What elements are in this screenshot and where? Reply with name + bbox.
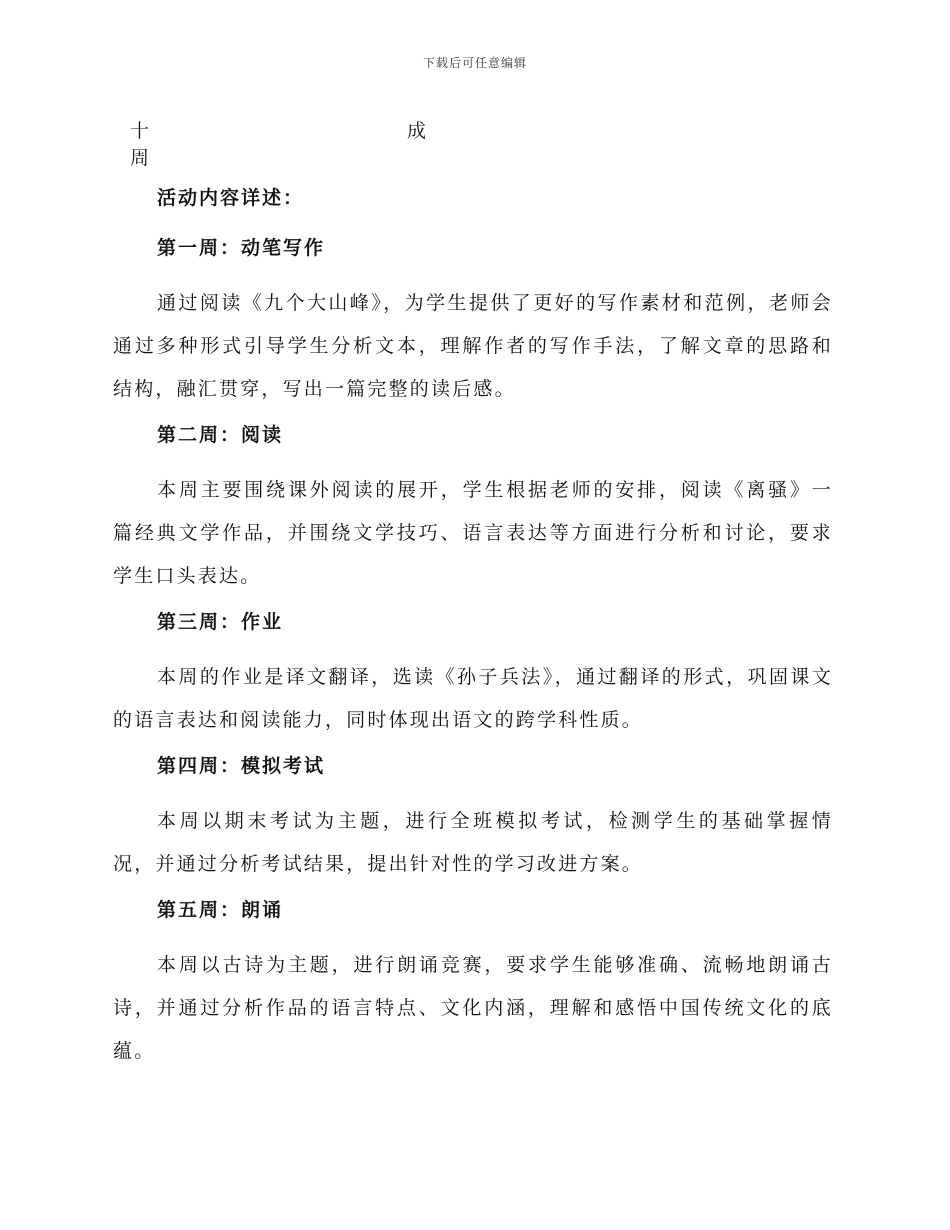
week-1-title: 第一周：动笔写作	[157, 237, 326, 259]
week-4-title: 第四周：模拟考试	[157, 755, 326, 777]
table-fragment	[0, 118, 950, 174]
table-cell-week: 十周	[130, 120, 150, 169]
week-3-body: 本周的作业是译文翻译，选读《孙子兵法》，通过翻译的形式，巩固课文的语言表达和阅读能力，同时体现出语文的跨学科性质。	[113, 666, 833, 731]
document-body	[113, 182, 833, 1081]
week-5-title: 第五周：朗诵	[157, 899, 284, 921]
week-3-title: 第三周：作业	[157, 611, 284, 633]
table-cell-status: 成	[407, 120, 427, 142]
week-2-body: 本周主要围绕课外阅读的展开，学生根据老师的安排，阅读《离骚》一篇经典文学作品，并围绕文学技巧、语言表达等方面进行分析和讨论，要求学生口头表达。	[113, 479, 833, 587]
week-4-body: 本周以期末考试为主题，进行全班模拟考试，检测学生的基础掌握情况，并通过分析考试结果，提出针对性的学习改进方案。	[113, 810, 833, 875]
week-2-title: 第二周：阅读	[157, 424, 284, 446]
week-5-body: 本周以古诗为主题，进行朗诵竞赛，要求学生能够准确、流畅地朗诵古诗，并通过分析作品的语言特点、文化内涵，理解和感悟中国传统文化的底蕴。	[113, 954, 833, 1062]
page-header: 下载后可任意编辑	[422, 56, 527, 70]
section-title: 活动内容详述：	[157, 187, 305, 209]
week-1-body: 通过阅读《九个大山峰》，为学生提供了更好的写作素材和范例，老师会通过多种形式引导学生分析文本，理解作者的写作手法，了解文章的思路和结构，融汇贯穿，写出一篇完整的读后感。	[113, 292, 833, 400]
